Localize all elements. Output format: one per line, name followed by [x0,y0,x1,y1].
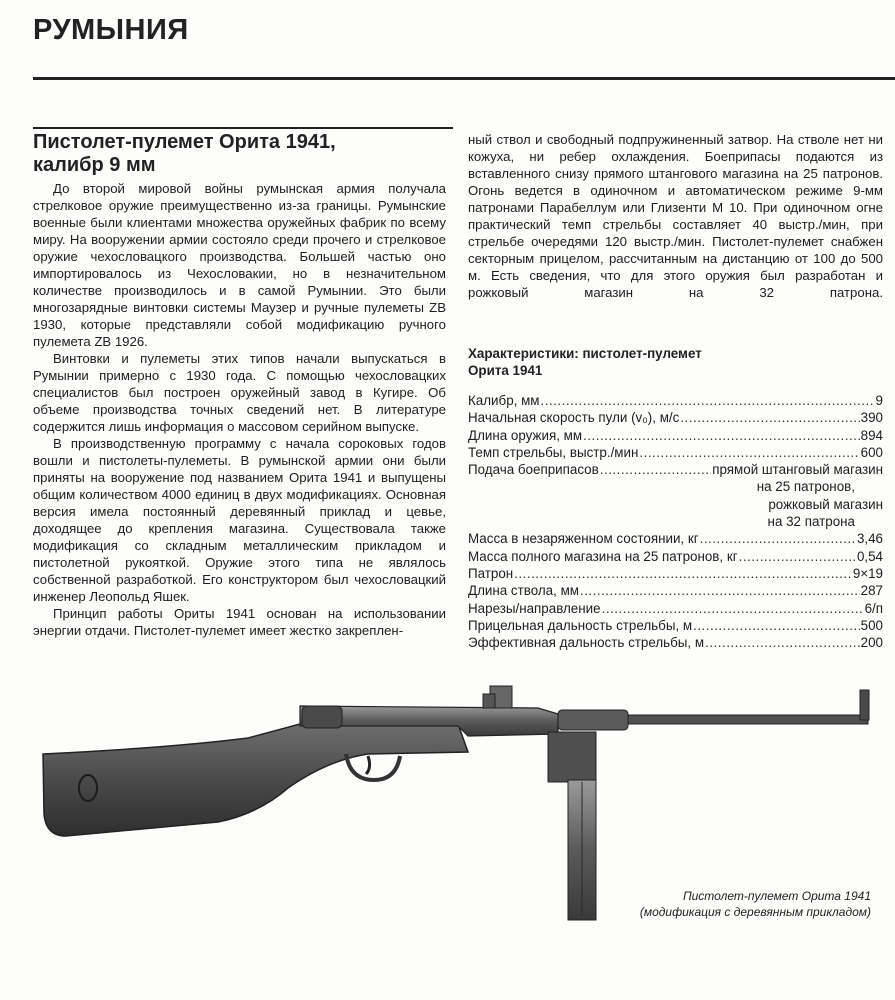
spec-label: Длина ствола, мм [468,583,579,599]
spec-feed-line-3: рожковый магазин [768,496,883,512]
spec-value: 600 [860,444,883,460]
spec-value: 9×19 [852,565,883,581]
spec-value: прямой штанговый магазин [712,462,883,478]
specs-title [468,345,883,379]
spec-label: Эффективная дальность стрельбы, м [468,635,705,651]
spec-row-caliber [468,392,883,409]
spec-label: Подача боеприпасов [468,462,599,478]
spec-feed-line-4: на 32 патрона [767,514,855,530]
spec-value: 3,46 [856,531,883,547]
spec-row-cartridge [468,565,883,582]
paragraph: Принцип работы Ориты 1941 основан на использовании энергии отдачи. Пистолет-пулемет имеет жестко закреплен- [33,606,446,638]
spec-label: Масса полного магазина на 25 патронов, кг [468,548,738,564]
trigger-guard [346,754,400,780]
spec-row-sight-range [468,617,883,634]
article-title-line-1: Пистолет-пулемет Орита 1941, [33,131,336,153]
front-sight [860,690,869,720]
specs-title-line-2: Орита 1941 [468,363,543,378]
paragraph-continued: ный ствол и свободный подпружиненный затвор. На стволе нет ни кожуха, ни ребер охлаждения. Боеприпасы подаются из вставленного снизу прямого штангового магазина на 25 патронов. Огонь ведется в одиночном и автоматическом режиме 9-мм патронами Парабеллум или Глизенти М 10. При одиночном огне практический темп стрельбы составляет 40 выстр./мин, при стрельбе очередями 120 выстр./мин. Пистолет-пулемет снабжен секторным прицелом, рассчитанным на дистанцию от 100 до 500 м. Есть сведения, что для этого оружия был разработан и рожковый магазин на 32 патрона. [468,132,883,300]
spec-row-rate-of-fire [468,444,883,461]
spec-row-effective-range [468,634,883,651]
spec-value: 0,54 [856,548,883,564]
stock [43,724,468,836]
barrel [628,715,868,724]
section-title: РУМЫНИЯ [33,14,189,46]
figure-caption-line-1: Пистолет-пулемет Орита 1941 [682,889,871,903]
spec-value: 894 [860,427,883,443]
spec-label: Патрон [468,565,514,581]
article-title-divider [33,127,453,129]
figure-caption-line-2: (модификация с деревянным прикладом) [639,905,871,919]
spec-row-weight-empty [468,530,883,547]
spec-row-length [468,427,883,444]
specs-title-line-1: Характеристики: пистолет-пулемет [468,346,702,361]
spec-value: 9 [875,393,883,408]
spec-label: Начальная скорость пули (v₀), м/с [468,410,680,426]
spec-label: Нарезы/направление [468,600,601,616]
spec-label: Прицельная дальность стрельбы, м [468,617,693,633]
spec-row-barrel-length [468,582,883,599]
header-divider [33,77,895,80]
magazine-well [548,732,596,782]
spec-label: Длина оружия, мм [468,427,583,443]
spec-label: Калибр, мм [468,393,540,408]
paragraph: В производственную программу с начала сороковых годов вошли и пистолеты-пулеметы. В румынской армии они были приняты на вооружение под названием Орита 1941 и выпущены общим количеством 4000 единиц в двух модификациях. Основная версия имела постоянный деревянный приклад и цевье, доходящее до крепления магазина. Существовала также модификация со складным металлическим прикладом и пистолетной рукояткой. Оружие этого типа не являлось собственной разработкой. Его конструктором был чехословацкий инженер Леопольд Яшек. [33,436,446,604]
left-column [33,180,446,639]
spec-value: 287 [860,583,883,599]
spec-label: Темп стрельбы, выстр./мин [468,444,639,460]
paragraph: Винтовки и пулеметы этих типов начали выпускаться в Румынии примерно с 1930 года. С помощью чехословацких специалистов был построен оружейный завод в Кугире. Об объеме производства точных сведений нет. В литературе содержится лишь информация о массовом серийном выпуске. [33,351,446,434]
spec-value: 500 [860,617,883,633]
spec-row-muzzle-velocity [468,409,883,426]
spec-row-rifling [468,600,883,617]
spec-row-feed [468,461,883,478]
spec-label: Масса в незаряженном состоянии, кг [468,531,699,547]
specs-table [468,392,883,651]
spec-value: 6/п [864,600,883,616]
spec-feed-line-2: на 25 патронов, [756,479,855,495]
article-title-line-2: калибр 9 мм [33,154,156,176]
paragraph: До второй мировой войны румынская армия получала стрелковое оружие преимущественно из-за границы. Румынские военные были клиентами множества оружейных фабрик по всему миру. На вооружении армии состояло среди прочего и стрелковое оружие чехословацкого производства. Большей частью оно импортировалось из Чехословакии, но в незначительном количестве производилось и в самой Румынии. Это были многозарядные винтовки системы Маузер и ручные пулеметы ZB 1930, которые представляли собой модификацию ручного пулемета ZB 1926. [33,181,446,349]
spec-value: 200 [860,635,883,651]
article-title [33,131,453,177]
spec-value: 390 [860,410,883,426]
spec-row-magazine-weight [468,548,883,565]
right-column [468,131,883,318]
figure-caption [640,888,871,920]
